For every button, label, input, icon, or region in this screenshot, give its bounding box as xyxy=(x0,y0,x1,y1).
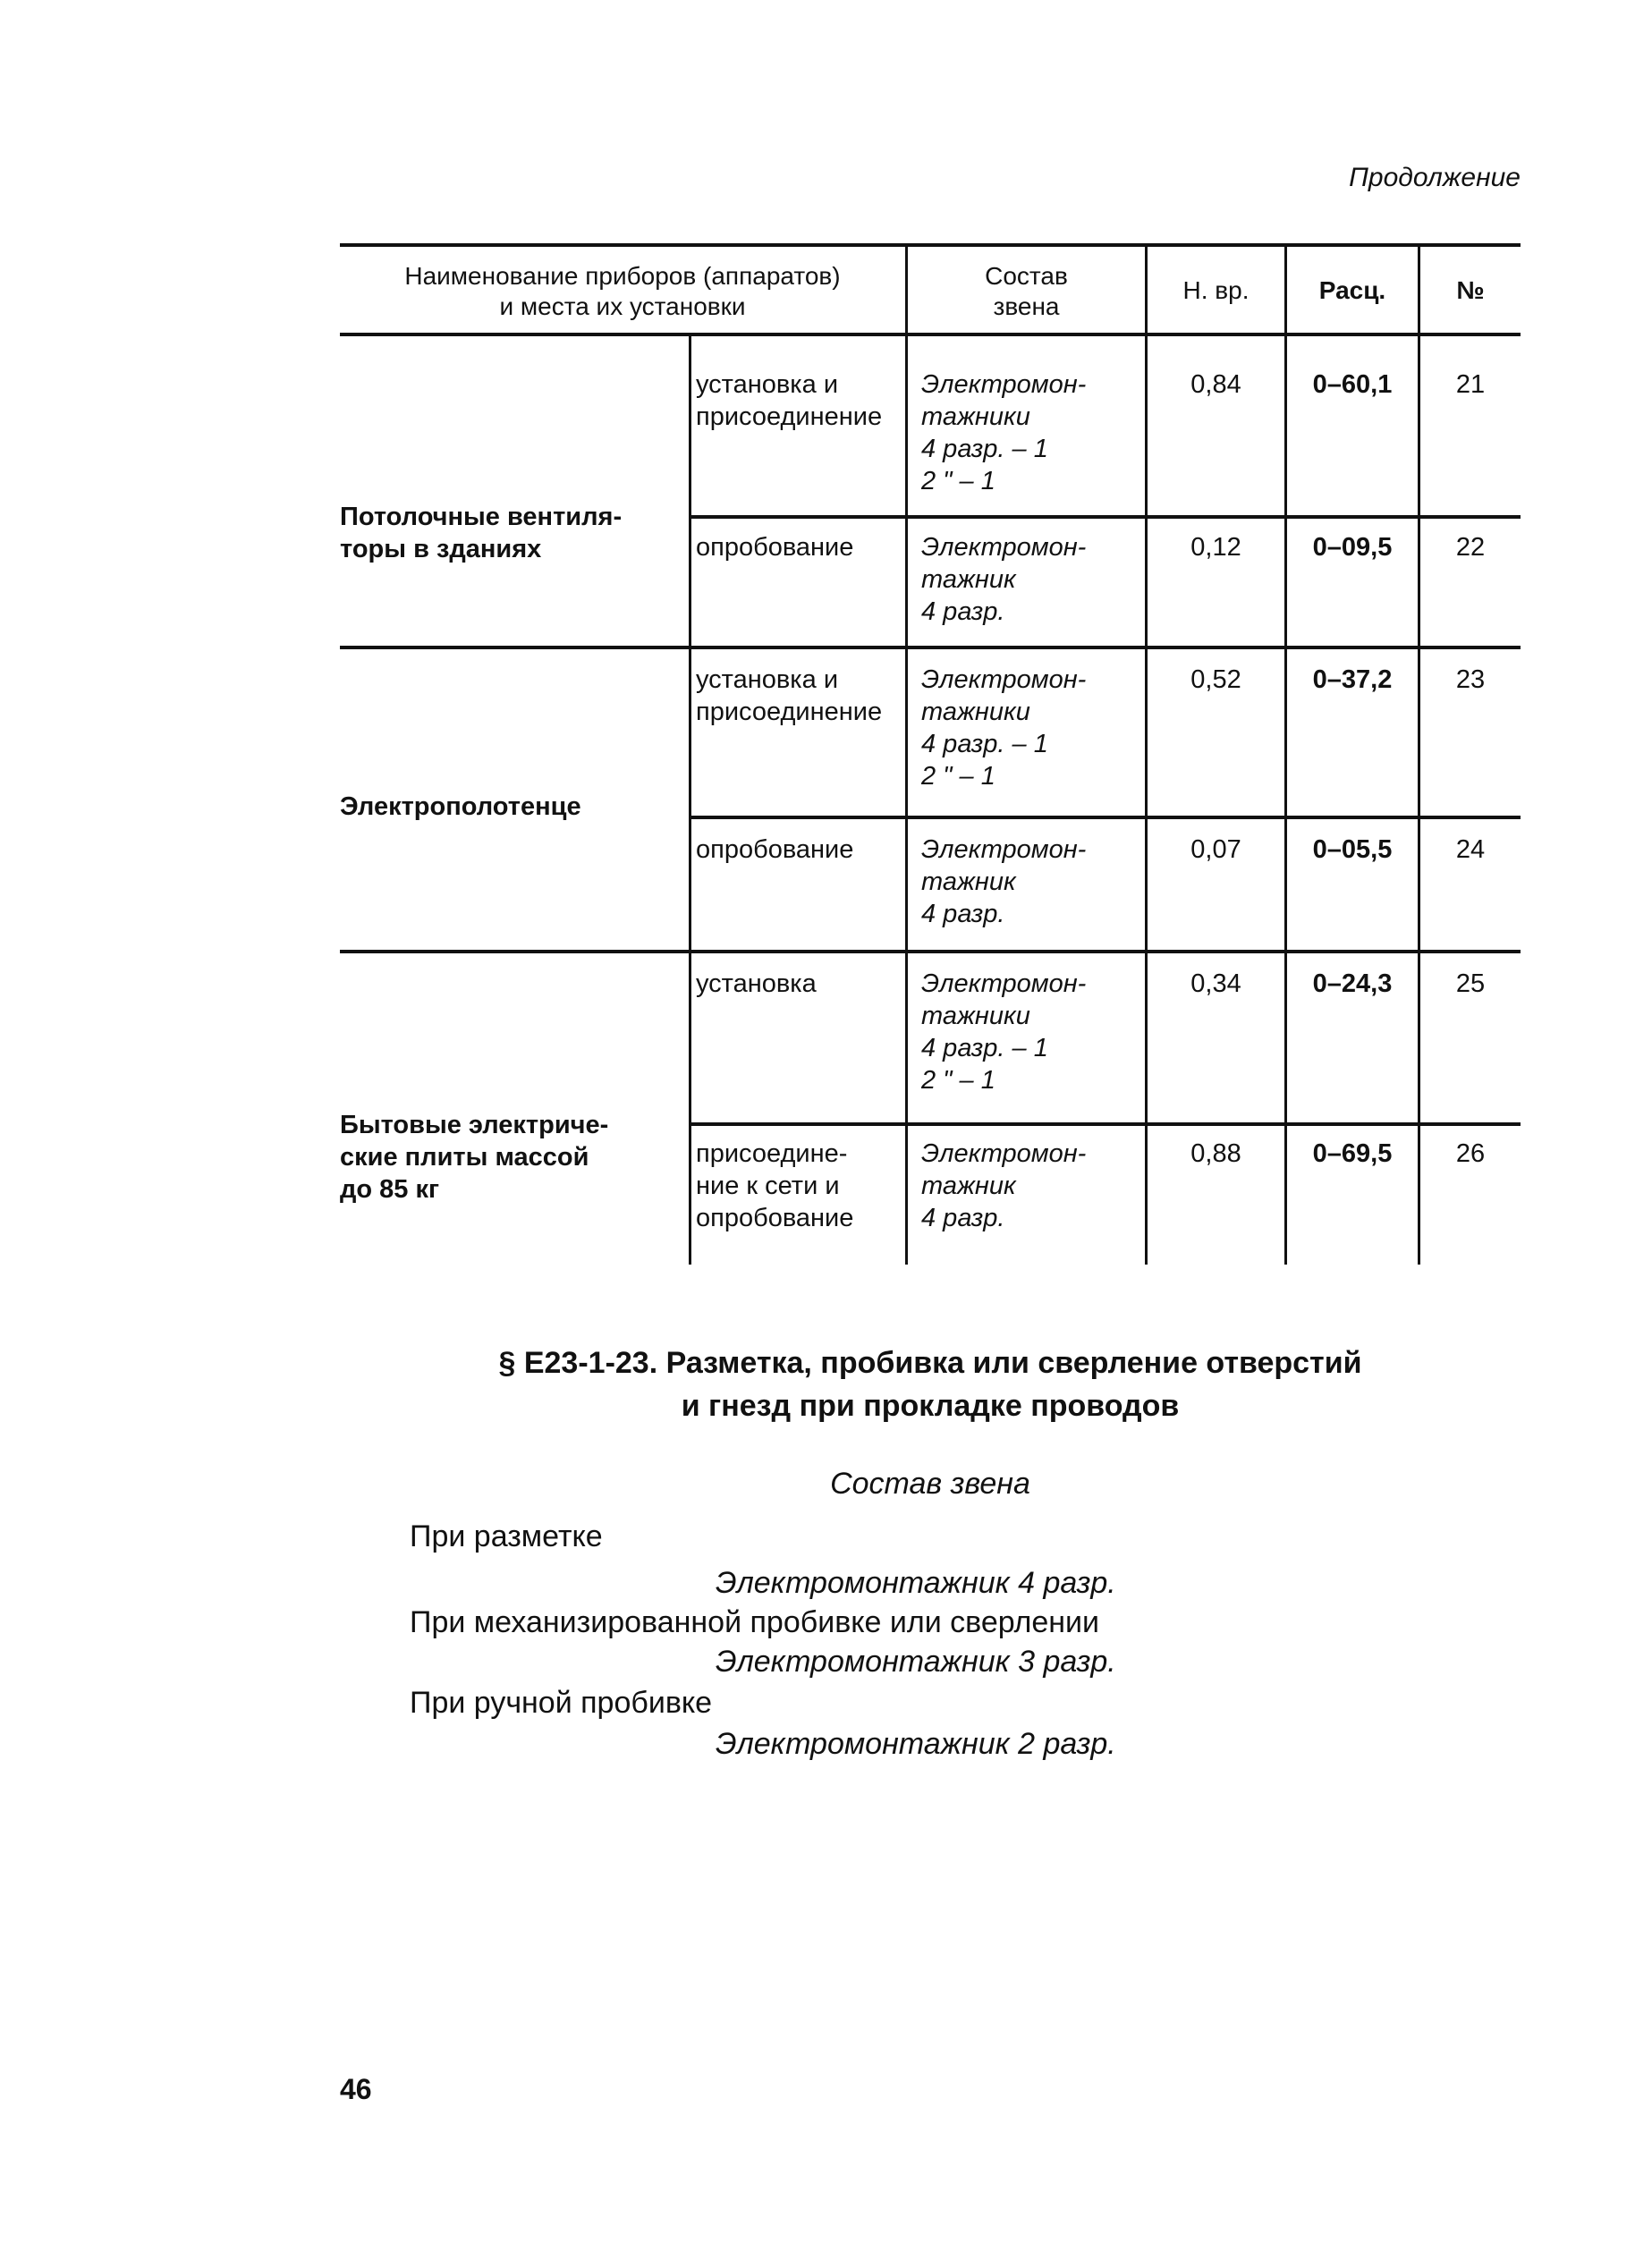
operation-cell: установка и присоединение xyxy=(696,665,883,726)
number-cell: 23 xyxy=(1455,665,1486,694)
header-name: Наименование приборов (аппаратов) и места их установки xyxy=(404,262,841,320)
number-cell: 22 xyxy=(1455,533,1486,562)
condition-text: При механизированной пробивке или сверлении xyxy=(410,1605,1099,1639)
table-top-rule xyxy=(340,243,1521,247)
operation-cell: установка xyxy=(696,969,817,998)
device-name: Бытовые электриче- ские плиты массой до 85 кг xyxy=(340,1111,609,1204)
crew-cell: Электромон- тажник 4 разр. xyxy=(921,835,1087,928)
rate-cell: 0–37,2 xyxy=(1312,665,1393,694)
device-name: Потолочные вентиля- торы в зданиях xyxy=(340,503,623,563)
rate-cell: 0–60,1 xyxy=(1312,370,1393,399)
time-norm-cell: 0,12 xyxy=(1190,533,1241,562)
page-number: 46 xyxy=(340,2073,372,2105)
condition-text: При разметке xyxy=(410,1519,603,1553)
rate-cell: 0–09,5 xyxy=(1312,533,1393,562)
rate-cell: 0–24,3 xyxy=(1312,969,1393,998)
rate-cell: 0–05,5 xyxy=(1312,835,1393,864)
group-divider xyxy=(340,950,1521,953)
crew-cell: Электромон- тажники 4 разр. – 1 2 " – 1 xyxy=(921,665,1087,791)
crew-cell: Электромон- тажник 4 разр. xyxy=(921,533,1087,626)
rate-cell: 0–69,5 xyxy=(1312,1139,1393,1168)
crew-cell: Электромон- тажники 4 разр. – 1 2 " – 1 xyxy=(921,370,1087,495)
column-rule xyxy=(689,334,691,1265)
operation-cell: опробование xyxy=(696,533,854,562)
device-name: Электрополотенце xyxy=(340,792,581,821)
number-cell: 21 xyxy=(1455,370,1486,399)
header-time-norm: Н. вр. xyxy=(1182,276,1250,304)
section-heading xyxy=(340,1341,1521,1427)
time-norm-cell: 0,34 xyxy=(1190,969,1241,998)
time-norm-cell: 0,84 xyxy=(1190,370,1241,399)
number-cell: 26 xyxy=(1455,1139,1486,1168)
section-heading-line: и гнезд при прокладке проводов xyxy=(681,1389,1180,1423)
time-norm-cell: 0,07 xyxy=(1190,835,1241,864)
section-heading-line: § Е23-1-23. Разметка, пробивка или сверление отверстий xyxy=(498,1346,1362,1380)
group-divider xyxy=(340,646,1521,649)
time-norm-cell: 0,88 xyxy=(1190,1139,1241,1168)
number-cell: 24 xyxy=(1455,835,1486,864)
row-divider xyxy=(689,1122,1521,1126)
number-cell: 25 xyxy=(1455,969,1486,998)
worker-text: Электромонтажник 4 разр. xyxy=(716,1566,1116,1600)
operation-cell: установка и присоединение xyxy=(696,370,883,431)
worker-text: Электромонтажник 3 разр. xyxy=(716,1645,1116,1679)
header-number: № xyxy=(1456,276,1485,304)
worker-text: Электромонтажник 2 разр. xyxy=(716,1727,1116,1761)
crew-cell: Электромон- тажник 4 разр. xyxy=(921,1139,1087,1232)
row-divider xyxy=(689,816,1521,819)
header-rate: Расц. xyxy=(1318,276,1386,304)
norms-table xyxy=(340,243,1521,1265)
condition-text: При ручной пробивке xyxy=(410,1686,713,1720)
row-divider xyxy=(689,515,1521,519)
operation-cell: опробование xyxy=(696,835,854,864)
header-crew: Состав звена xyxy=(985,262,1068,320)
composition-heading: Состав звена xyxy=(830,1467,1030,1501)
header-bottom-rule xyxy=(340,333,1521,336)
operation-cell: присоедине- ние к сети и опробование xyxy=(696,1139,854,1232)
time-norm-cell: 0,52 xyxy=(1190,665,1241,694)
continuation-label: Продолжение xyxy=(1349,163,1521,192)
crew-cell: Электромон- тажники 4 разр. – 1 2 " – 1 xyxy=(921,969,1087,1095)
